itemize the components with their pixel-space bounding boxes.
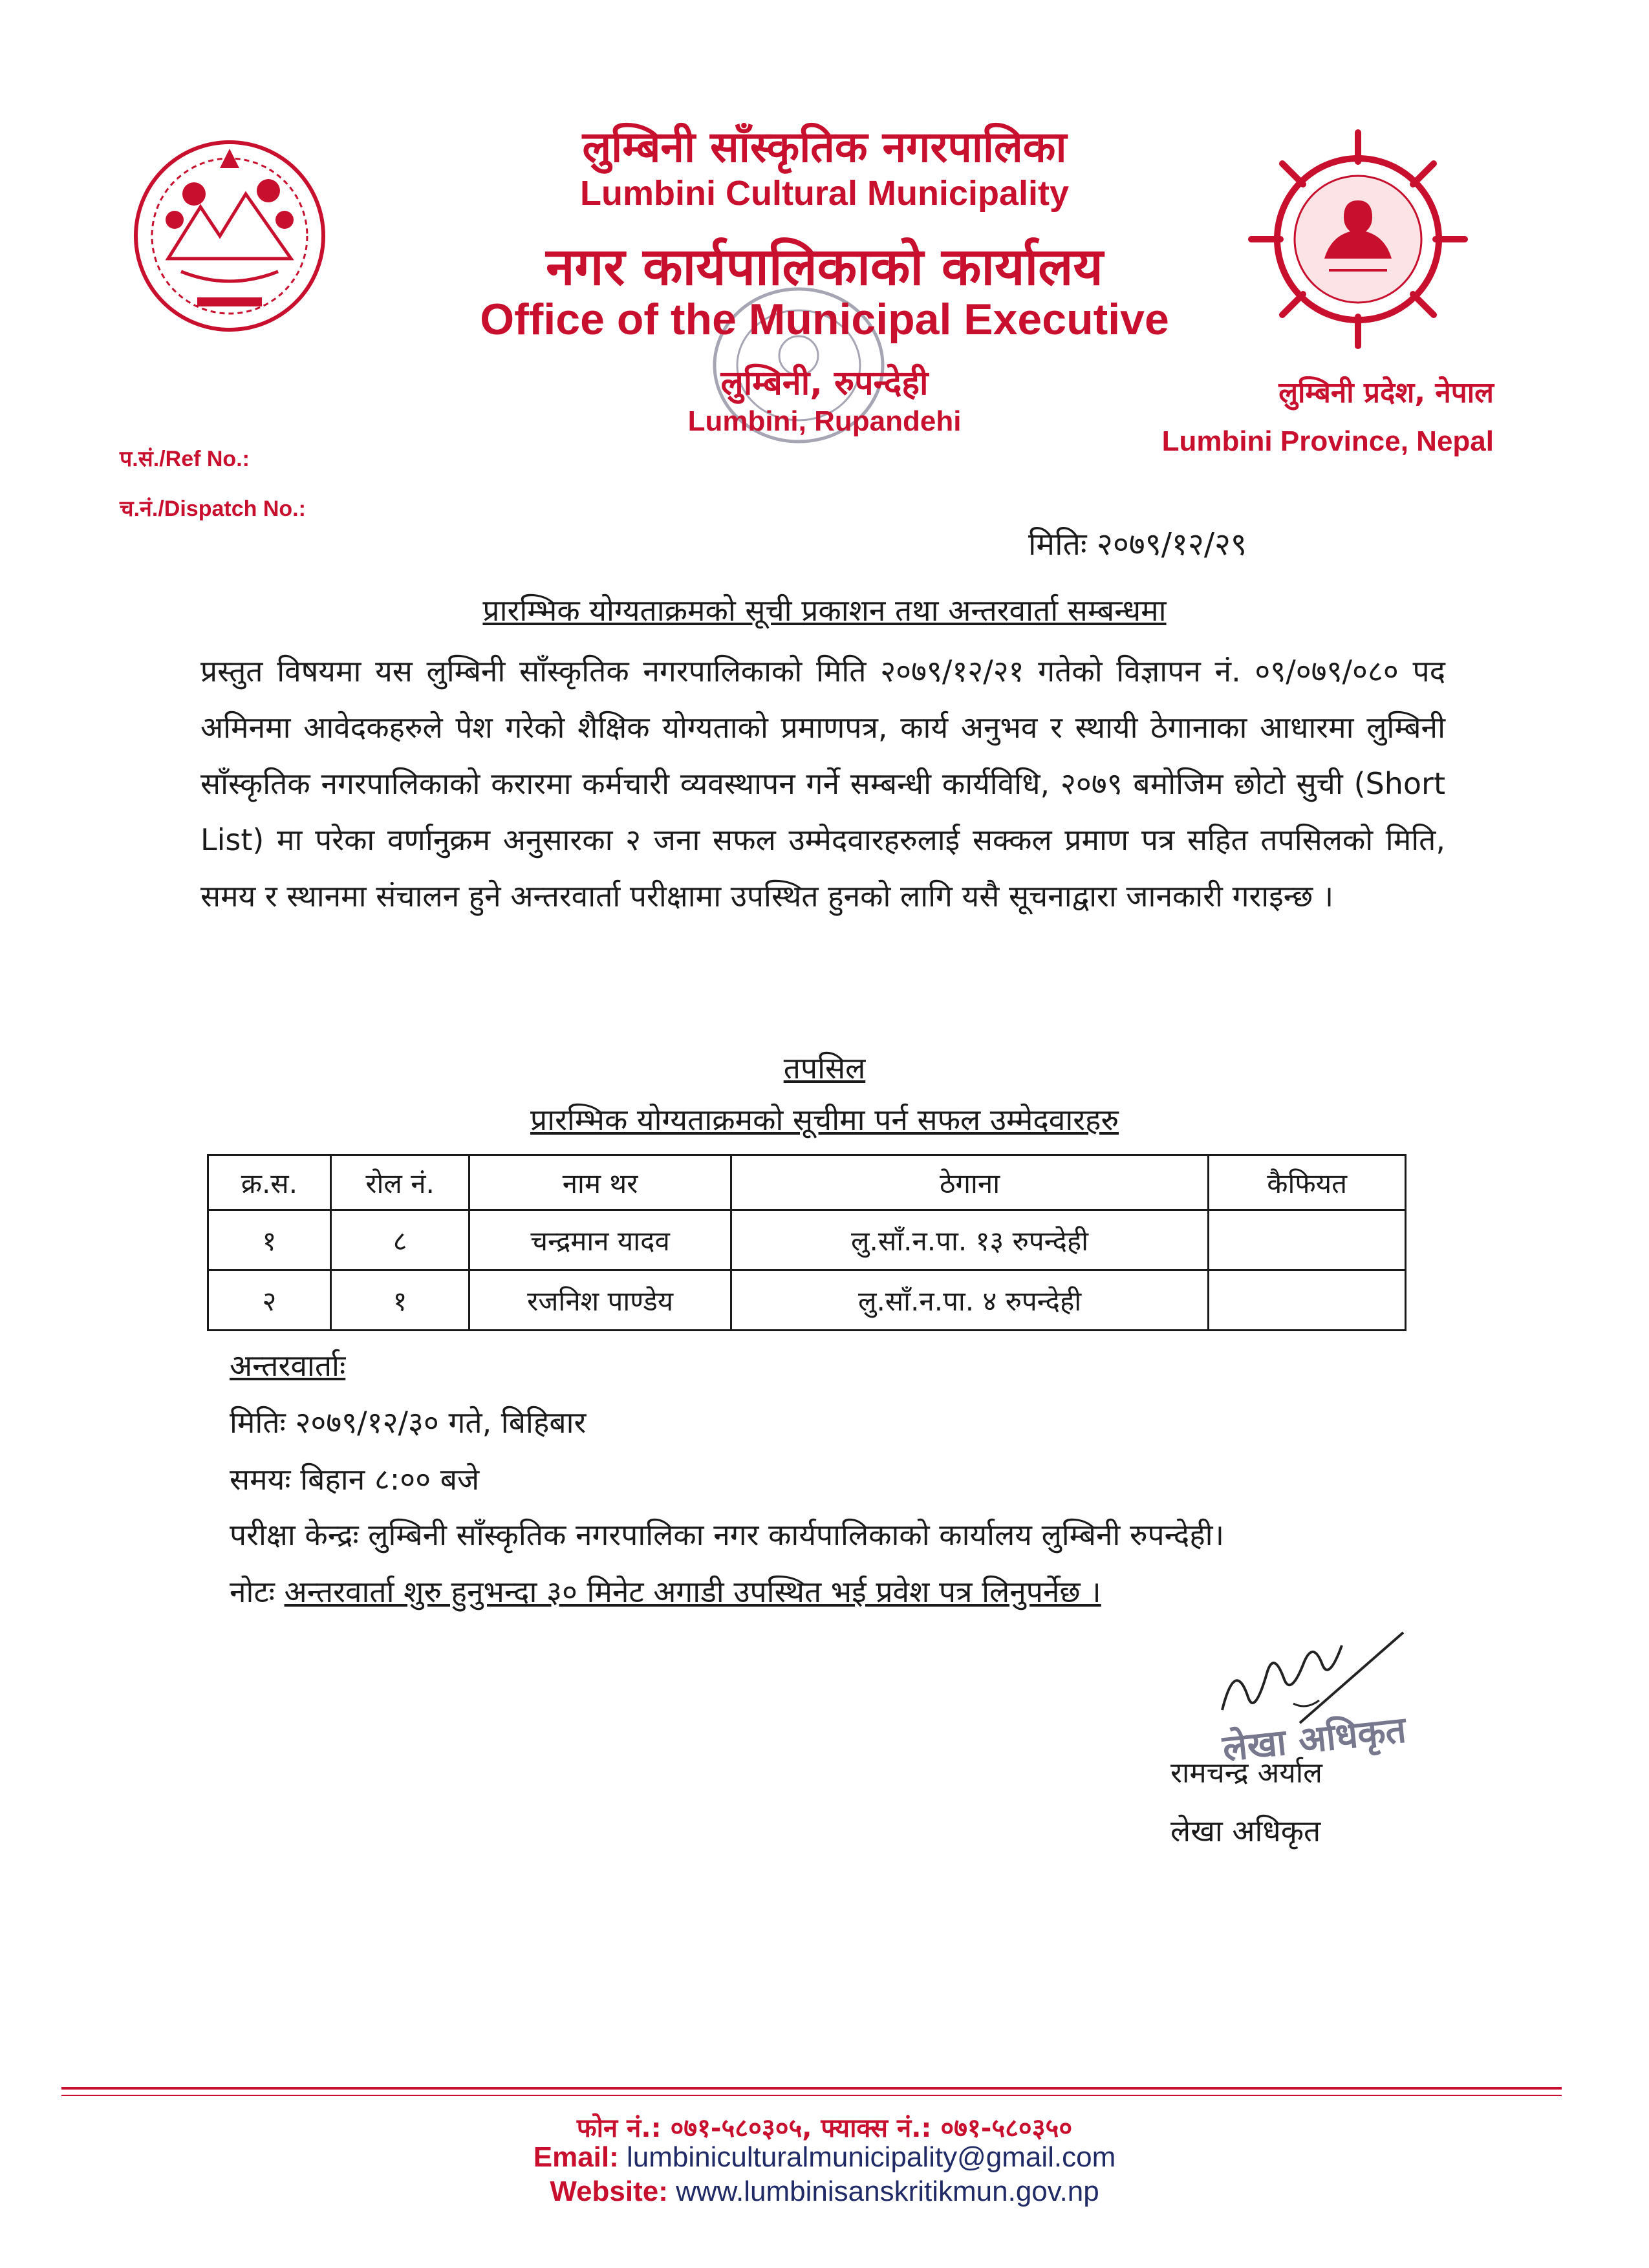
- letter-date: मितिः २०७९/१२/२९: [1028, 526, 1247, 562]
- footer-website: [323, 2176, 1326, 2208]
- cell-serial: २: [208, 1270, 331, 1331]
- interview-note: [230, 1571, 1101, 1611]
- candidates-table: [207, 1154, 1406, 1331]
- interview-time: समयः बिहान ८:०० बजे: [230, 1462, 480, 1497]
- letter-body: प्रस्तुत विषयमा यस लुम्बिनी साँस्कृतिक नगरपालिकाको मिति २०७९/१२/२१ गतेको विज्ञापन नं. ०९/०७९/०८० पद अमिनमा आवेदकहरुले पेश गरेको शैक्षिक योग्यताको प्रमाणपत्र, कार्य अनुभव र स्थायी ठेगानाका आधारमा लुम्बिनी साँस्कृतिक नगरपालिकाको करारमा कर्मचारी व्यवस्थापन गर्ने सम्बन्धी कार्यविधि, २०७९ बमोजिम छोटो सुची (Short List) मा परेका वर्णानुक्रम अनुसारका २ जना सफल उम्मेदवारहरुलाई सक्कल प्रमाण पत्र सहित तपसिलको मिति, समय र स्थानमा संचालन हुने अन्तरवार्ता परीक्षामा उपस्थित हुनको लागि यसै सूचनाद्वारा जानकारी गराइन्छ ।: [200, 654, 1445, 914]
- letter-subject: प्रारम्भिक योग्यताक्रमको सूची प्रकाशन तथा अन्तरवार्ता सम्बन्धमा: [482, 593, 1167, 628]
- office-name-english: Office of the Municipal Executive: [480, 295, 1169, 344]
- shortlist-title: प्रारम्भिक योग्यताक्रमको सूचीमा पर्न सफल उम्मेदवारहरु: [530, 1102, 1119, 1137]
- footer-divider: [61, 2095, 1562, 2096]
- official-stamp: लेखा अधिकृत: [1220, 1709, 1408, 1770]
- cell-roll: १: [330, 1270, 469, 1331]
- table-row: [208, 1270, 1406, 1331]
- cell-serial: १: [208, 1210, 331, 1270]
- nepal-government-emblem: [123, 123, 336, 336]
- website-label: Website:: [550, 2176, 668, 2207]
- dispatch-number-label: च.नं./Dispatch No.:: [120, 497, 306, 521]
- table-header-row: [208, 1155, 1406, 1210]
- header-remarks: कैफियत: [1209, 1155, 1406, 1210]
- note-text: अन्तरवार्ता शुरु हुनुभन्दा ३० मिनेट अगाडी उपस्थित भई प्रवेश पत्र लिनुपर्नेछ ।: [284, 1574, 1101, 1609]
- municipality-name-english: Lumbini Cultural Municipality: [580, 174, 1069, 213]
- header-name: नाम थर: [469, 1155, 731, 1210]
- signatory-title: लेखा अधिकृत: [1170, 1813, 1321, 1848]
- cell-roll: ८: [330, 1210, 469, 1270]
- email-label: Email:: [533, 2141, 619, 2173]
- email-link[interactable]: lumbiniculturalmunicipality@gmail.com: [627, 2141, 1116, 2173]
- header-roll: रोल नं.: [330, 1155, 469, 1210]
- municipality-name-nepali: लुम्बिनी साँस्कृतिक नगरपालिका: [582, 122, 1067, 172]
- place-nepali: लुम्बिनी, रुपन्देही: [720, 364, 929, 403]
- reference-number-label: प.सं./Ref No.:: [120, 447, 250, 471]
- footer-email: [323, 2141, 1326, 2174]
- footer-divider: [61, 2087, 1562, 2090]
- office-name-nepali: नगर कार्यपालिकाको कार्यालय: [546, 237, 1103, 297]
- footer-phone-fax: फोन नं.: ०७१-५८०३०५, फ्याक्स नं.: ०७१-५८०३५०: [576, 2113, 1073, 2143]
- cell-address: लु.साँ.न.पा. ४ रुपन्देही: [731, 1270, 1209, 1331]
- note-label: नोटः: [230, 1574, 275, 1609]
- cell-name: चन्द्रमान यादव: [469, 1210, 731, 1270]
- header-address: ठेगाना: [731, 1155, 1209, 1210]
- table-row: [208, 1210, 1406, 1270]
- province-english: Lumbini Province, Nepal: [1161, 425, 1494, 457]
- interview-center: परीक्षा केन्द्रः लुम्बिनी साँस्कृतिक नगरपालिका नगर कार्यपालिकाको कार्यालय लुम्बिनी रुपन्देही।: [230, 1517, 1225, 1552]
- interview-heading: अन्तरवार्ताः: [230, 1348, 346, 1383]
- interview-date: मितिः २०७९/१२/३० गते, बिहिबार: [230, 1405, 587, 1440]
- cell-remarks: [1209, 1210, 1406, 1270]
- cell-address: लु.साँ.न.पा. १३ रुपन्देही: [731, 1210, 1209, 1270]
- header-serial: क्र.स.: [208, 1155, 331, 1210]
- website-link[interactable]: www.lumbinisanskritikmun.gov.np: [676, 2176, 1099, 2207]
- place-english: Lumbini, Rupandehi: [687, 405, 962, 437]
- signatory-name: रामचन्द्र अर्याल: [1170, 1757, 1322, 1790]
- details-heading: तपसिल: [783, 1051, 866, 1086]
- province-nepali: लुम्बिनी प्रदेश, नेपाल: [1278, 376, 1494, 409]
- cell-name: रजनिश पाण्डेय: [469, 1270, 731, 1331]
- cell-remarks: [1209, 1270, 1406, 1331]
